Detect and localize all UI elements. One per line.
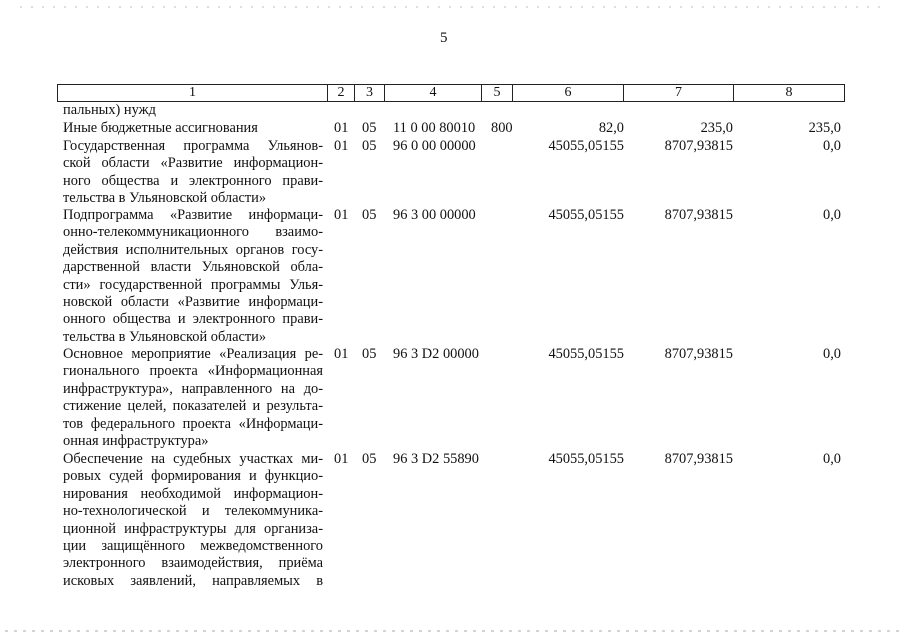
row-name-line: онного общества и электронного прави-	[63, 311, 323, 328]
row-name	[63, 346, 323, 450]
cell-c8: 0,0	[823, 346, 841, 362]
cell-c4: 96 0 00 00000	[393, 138, 476, 154]
cell-c8: 0,0	[823, 138, 841, 154]
cell-c6: 45055,05155	[548, 207, 624, 223]
row-name-line: тельства в Ульяновской области»	[63, 328, 267, 345]
cell-c3: 05	[362, 346, 377, 362]
row-name-line: Государственная программа Ульянов-	[63, 138, 323, 154]
fragment-text: пальных) нужд	[63, 102, 156, 118]
row-name-line: онно-телекоммуникационного взаимо-	[63, 224, 323, 241]
row-name-line: ской области «Развитие информацион-	[63, 155, 323, 172]
cell-c7: 8707,93815	[664, 451, 733, 467]
row-name-line: Подпрограмма «Развитие информаци-	[63, 207, 323, 223]
cell-c2: 01	[334, 451, 349, 467]
row-name-line: ции защищённого межведомственного	[63, 538, 323, 555]
header-col-7: 7	[624, 85, 734, 102]
row-name-line: ровых судей формирования и функцио-	[63, 468, 323, 485]
cell-c6: 45055,05155	[548, 451, 624, 467]
header-col-3: 3	[355, 85, 385, 102]
row-name-line: онная инфраструктура»	[63, 433, 209, 450]
row-name-line: новской области «Развитие информаци-	[63, 294, 323, 311]
cell-c2: 01	[334, 346, 349, 362]
cell-c8: 0,0	[823, 451, 841, 467]
row-name-line: Иные бюджетные ассигнования	[63, 120, 258, 136]
row-name-line: стижение целей, показателей и результа-	[63, 398, 323, 415]
row-name-line: действия исполнительных органов госу-	[63, 241, 323, 258]
row-name-line: Основное мероприятие «Реализация ре-	[63, 346, 323, 362]
scan-noise-top	[0, 4, 905, 10]
cell-c4: 11 0 00 80010	[393, 120, 476, 136]
scan-noise-bottom	[0, 628, 905, 634]
header-col-5: 5	[482, 85, 513, 102]
row-name-line: но-технологической и телекоммуника-	[63, 503, 323, 520]
row-name-line: электронного взаимодействия, приёма	[63, 555, 323, 572]
column-number-header	[57, 84, 845, 102]
cell-c6: 82,0	[598, 120, 624, 136]
cell-c3: 05	[362, 120, 377, 136]
row-name-line: Обеспечение на судебных участках ми-	[63, 451, 323, 467]
page-number: 5	[440, 30, 448, 46]
row-name	[63, 451, 323, 590]
cell-c7: 8707,93815	[664, 346, 733, 362]
cell-c6: 45055,05155	[548, 346, 624, 362]
cell-c7: 8707,93815	[664, 207, 733, 223]
row-name-line: инфраструктура», направленного на до-	[63, 380, 323, 397]
row-name-line: нирования необходимой информацион-	[63, 485, 323, 502]
cell-c8: 0,0	[823, 207, 841, 223]
row-name	[63, 120, 323, 137]
cell-c2: 01	[334, 138, 349, 154]
row-name-line: ционной инфраструктуры для организа-	[63, 520, 323, 537]
header-col-8: 8	[734, 85, 845, 102]
cell-c6: 45055,05155	[548, 138, 624, 154]
header-col-4: 4	[385, 85, 482, 102]
cell-c2: 01	[334, 207, 349, 223]
row-name-line: сти» государственной программы Улья-	[63, 276, 323, 293]
cell-c4: 96 3 D2 55890	[393, 451, 479, 467]
row-name-line: тов федерального проекта «Информаци-	[63, 415, 323, 432]
header-col-1: 1	[58, 85, 328, 102]
cell-c4: 96 3 D2 00000	[393, 346, 479, 362]
cell-c5: 800	[491, 120, 513, 136]
header-col-2: 2	[328, 85, 355, 102]
row-name-line: ного общества и электронного прави-	[63, 172, 323, 189]
header-col-6: 6	[513, 85, 624, 102]
cell-c4: 96 3 00 00000	[393, 207, 476, 223]
cell-c2: 01	[334, 120, 349, 136]
row-name-line: дарственной власти Ульяновской обла-	[63, 259, 323, 276]
cell-c7: 235,0	[700, 120, 733, 136]
cell-c3: 05	[362, 138, 377, 154]
row-name-line: исковых заявлений, направляемых в	[63, 572, 323, 589]
row-name	[63, 207, 323, 346]
row-name-line: гионального проекта «Информационная	[63, 363, 323, 380]
row-name	[63, 138, 323, 208]
cell-c7: 8707,93815	[664, 138, 733, 154]
cell-c8: 235,0	[808, 120, 841, 136]
row-name-line: тельства в Ульяновской области»	[63, 190, 267, 207]
cell-c3: 05	[362, 451, 377, 467]
cell-c3: 05	[362, 207, 377, 223]
